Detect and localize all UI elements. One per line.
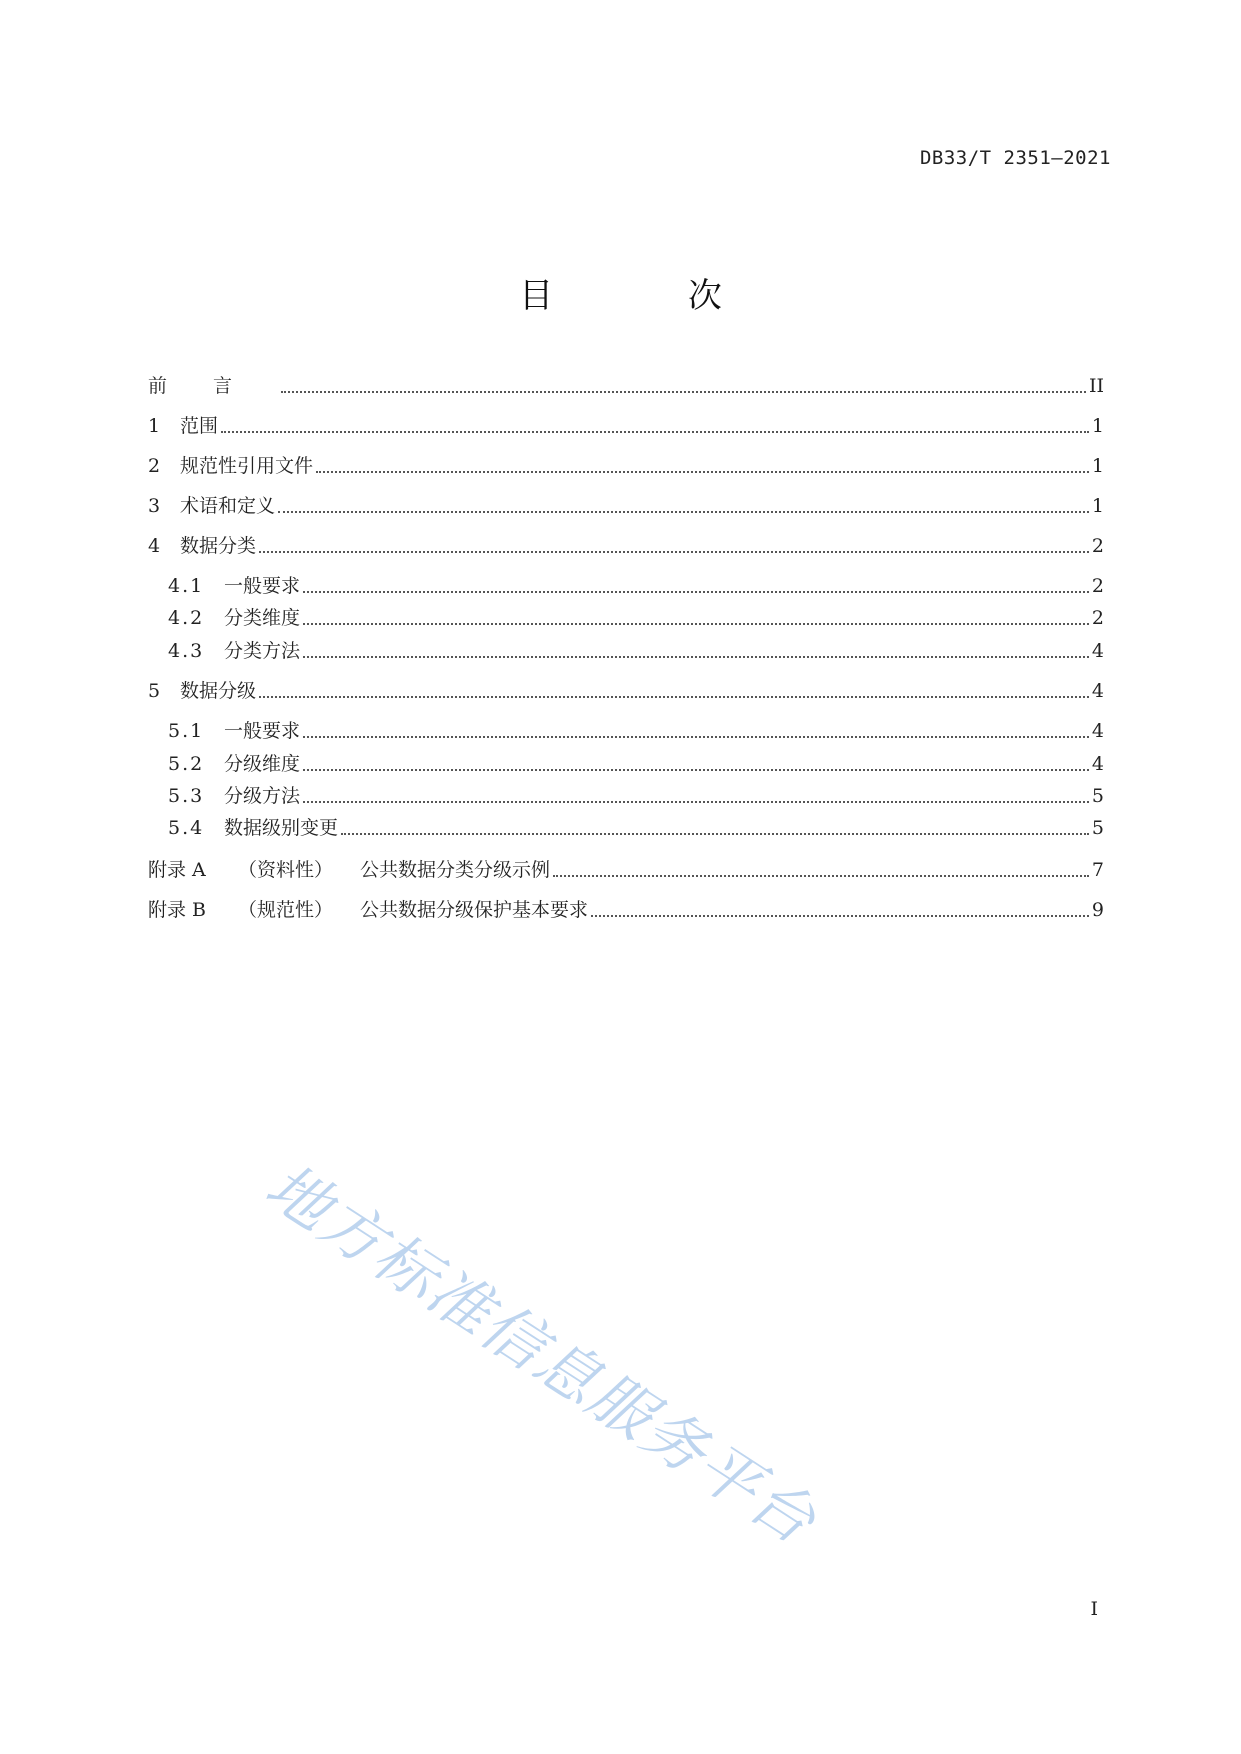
toc-entry-appendix-b[interactable] — [148, 896, 1104, 924]
toc-entry-label: 范围 — [180, 415, 219, 437]
toc-entry-number: 5.1 — [168, 720, 205, 742]
toc-entry-page: 1 — [1091, 455, 1104, 477]
toc-entry-section-4-3[interactable] — [168, 637, 1104, 665]
toc-entry-section-5-1[interactable] — [168, 717, 1104, 745]
toc-entry-page: 7 — [1091, 859, 1104, 881]
toc-entry-label: 数据级别变更 — [224, 817, 339, 839]
appendix-kind: （规范性） — [238, 899, 334, 921]
toc-entry-page: 9 — [1091, 899, 1104, 921]
document-code: DB33/T 2351—2021 — [919, 147, 1111, 169]
toc-entry-number: 5.3 — [168, 785, 205, 807]
toc-entry-label: 数据分级 — [180, 680, 257, 702]
toc-entry-page: 5 — [1091, 785, 1104, 807]
toc-entry-number: 4.3 — [168, 640, 205, 662]
toc-entry-number: 3 — [148, 495, 161, 517]
toc-entry-label: 术语和定义 — [180, 495, 276, 517]
page-number: I — [1090, 1598, 1098, 1620]
toc-entry-section-5-2[interactable] — [168, 750, 1104, 778]
dot-leader — [259, 696, 1089, 698]
toc-entry-number: 5.4 — [168, 817, 205, 839]
dot-leader — [341, 833, 1089, 835]
toc-entry-section-5[interactable] — [148, 677, 1104, 705]
toc-entry-page: 5 — [1091, 817, 1104, 839]
toc-entry-label: 分级维度 — [224, 753, 301, 775]
toc-entry-page: 4 — [1091, 720, 1104, 742]
dot-leader — [303, 623, 1089, 625]
toc-entry-label: 规范性引用文件 — [180, 455, 314, 477]
toc-entry-number: 5 — [148, 680, 161, 702]
toc-entry-section-1[interactable] — [148, 412, 1104, 440]
toc-entry-page: II — [1088, 375, 1104, 397]
dot-leader — [259, 551, 1089, 553]
toc-entry-page: 2 — [1091, 535, 1104, 557]
watermark-text: 地方标准信息服务平台 — [253, 1148, 830, 1559]
toc-entry-number: 5.2 — [168, 753, 205, 775]
toc-entry-number: 1 — [148, 415, 161, 437]
toc-entry-number: 4.2 — [168, 607, 205, 629]
toc-entry-label: 分类方法 — [224, 640, 301, 662]
toc-entry-number: 2 — [148, 455, 161, 477]
toc-entry-number: 4.1 — [168, 575, 205, 597]
toc-entry-label: 分级方法 — [224, 785, 301, 807]
toc-entry-page: 1 — [1091, 495, 1104, 517]
toc-entry-label: 数据分类 — [180, 535, 257, 557]
dot-leader — [303, 769, 1089, 771]
appendix-kind: （资料性） — [238, 859, 334, 881]
toc-entry-appendix-a[interactable] — [148, 856, 1104, 884]
dot-leader — [303, 801, 1089, 803]
toc-entry-foreword[interactable] — [148, 372, 1104, 400]
toc-entry-page: 2 — [1091, 607, 1104, 629]
dot-leader — [316, 471, 1089, 473]
toc-entry-section-4[interactable] — [148, 532, 1104, 560]
toc-entry-label: 分类维度 — [224, 607, 301, 629]
dot-leader — [281, 391, 1086, 393]
dot-leader — [303, 656, 1089, 658]
dot-leader — [303, 736, 1089, 738]
toc-entry-label: 一般要求 — [224, 720, 301, 742]
toc-entry-section-2[interactable] — [148, 452, 1104, 480]
toc-entry-page: 4 — [1091, 640, 1104, 662]
toc-entry-label: 前言 — [148, 375, 279, 397]
toc-entry-section-3[interactable] — [148, 492, 1104, 520]
toc-entry-section-4-1[interactable] — [168, 572, 1104, 600]
toc-title: 目 次 — [519, 276, 784, 316]
toc-entry-page: 2 — [1091, 575, 1104, 597]
dot-leader — [221, 431, 1089, 433]
dot-leader — [278, 511, 1089, 513]
toc-entry-label: 一般要求 — [224, 575, 301, 597]
toc-entry-page: 4 — [1091, 753, 1104, 775]
dot-leader — [591, 915, 1089, 917]
dot-leader — [303, 591, 1089, 593]
toc-entry-number: 4 — [148, 535, 161, 557]
toc-entry-section-5-3[interactable] — [168, 782, 1104, 810]
toc-entry-section-4-2[interactable] — [168, 604, 1104, 632]
toc-entry-section-5-4[interactable] — [168, 814, 1104, 842]
toc-entry-label: 公共数据分类分级示例 — [360, 859, 551, 881]
toc-entry-page: 1 — [1091, 415, 1104, 437]
toc-entry-label: 公共数据分级保护基本要求 — [360, 899, 589, 921]
toc-entry-number: 附录 A — [148, 859, 206, 881]
toc-entry-number: 附录 B — [148, 899, 207, 921]
dot-leader — [553, 875, 1089, 877]
toc-entry-page: 4 — [1091, 680, 1104, 702]
